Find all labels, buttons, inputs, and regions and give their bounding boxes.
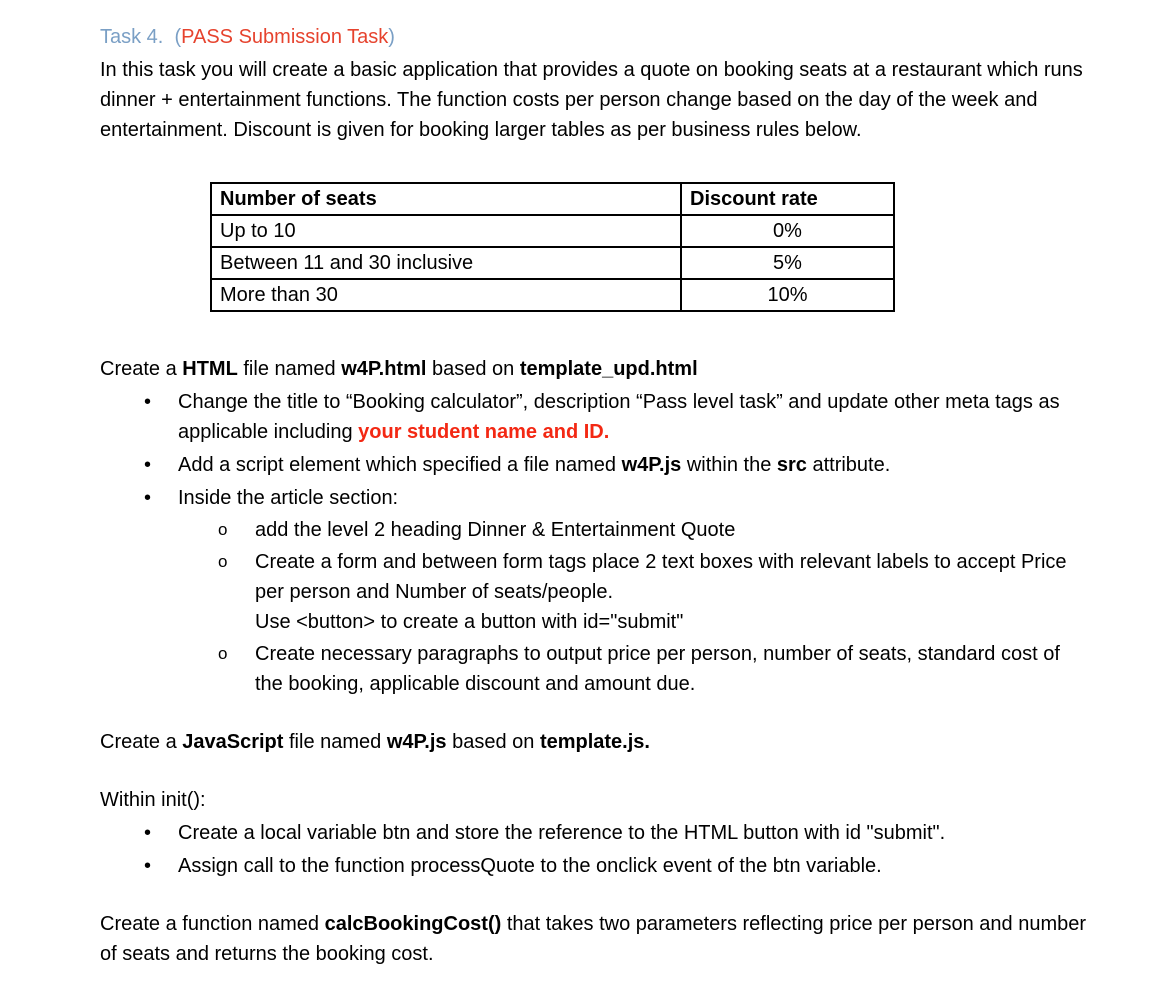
- sub-bullet-form: [100, 547, 1093, 637]
- bullet-inside-article: • Inside the article section:: [100, 483, 1093, 513]
- text-segment: Add a script element which specified a file named: [178, 454, 622, 476]
- seats-cell: Between 11 and 30 inclusive: [211, 247, 681, 279]
- text-segment: attribute.: [806, 454, 891, 476]
- table-row: [211, 279, 894, 311]
- text-line: Use <button> to create a button with id="submit": [255, 611, 684, 633]
- seats-cell: More than 30: [211, 279, 681, 311]
- header-number-of-seats: Number of seats: [211, 183, 681, 215]
- sub-bullet-paragraphs: o Create necessary paragraphs to output price per person, number of seats, standard cost of the booking, applicable discount and amount due.: [100, 639, 1093, 699]
- bold-filename-w4p-html: w4P.html: [341, 358, 427, 380]
- text-segment: file named: [283, 731, 387, 753]
- closing-paren: ): [388, 26, 395, 48]
- text-segment: based on: [446, 731, 540, 753]
- text-segment: Create a function named: [100, 913, 325, 935]
- bold-filename-w4p-js: w4P.js: [386, 731, 447, 753]
- calc-booking-cost-paragraph: [100, 909, 1093, 969]
- bold-javascript-label: JavaScript: [182, 731, 284, 753]
- table-header-row: [211, 183, 894, 215]
- text-segment: Create a: [100, 358, 183, 380]
- seats-cell: Up to 10: [211, 215, 681, 247]
- bold-html-label: HTML: [182, 358, 238, 380]
- bold-filename-w4p-js: w4P.js: [621, 454, 682, 476]
- intro-paragraph: In this task you will create a basic application that provides a quote on booking seats at a restaurant which runs dinner + entertainment functions. The function costs per person change based on the day of the week and entertainment. Discount is given for booking larger tables as per business rules below.: [100, 59, 1083, 141]
- rate-cell: 5%: [681, 247, 894, 279]
- text-segment: Change the title to “Booking calculator”, description “Pass level task” and update other meta tags as applicable including: [178, 391, 1060, 443]
- bullet-process-quote: • Assign call to the function processQuote to the onclick event of the btn variable.: [100, 851, 1093, 881]
- bold-src-attribute: src: [776, 454, 807, 476]
- bullet-add-script: [100, 450, 1093, 480]
- create-js-paragraph: [100, 727, 1093, 757]
- bold-filename-template-js: template.js.: [539, 731, 650, 753]
- table-row: [211, 215, 894, 247]
- submission-type-label: PASS Submission Task: [181, 26, 389, 48]
- text-segment: based on: [426, 358, 520, 380]
- text-line: o Create a form and between form tags place 2 text boxes with relevant labels to accept Price per person and Number of seats/people.: [255, 551, 1067, 603]
- text-segment: file named: [237, 358, 342, 380]
- within-init-heading: Within init():: [100, 789, 206, 811]
- text-segment: that takes two parameters reflecting price per person and number of seats and returns the booking cost.: [100, 913, 1087, 965]
- bullet-btn-variable: • Create a local variable btn and store the reference to the HTML button with id "submit".: [100, 818, 1093, 848]
- bold-calc-booking-cost: calcBookingCost(): [324, 913, 502, 935]
- table-row: [211, 247, 894, 279]
- bold-filename-template-upd: template_upd.html: [519, 358, 698, 380]
- discount-table: [210, 182, 895, 312]
- rate-cell: 0%: [681, 215, 894, 247]
- text-segment: Create a: [100, 731, 183, 753]
- rate-cell: 10%: [681, 279, 894, 311]
- create-html-paragraph: [100, 354, 1093, 384]
- sub-bullet-heading: o add the level 2 heading Dinner & Entertainment Quote: [100, 515, 1093, 545]
- text-segment: within the: [681, 454, 777, 476]
- student-name-emphasis: your student name and ID.: [358, 421, 610, 443]
- bullet-change-title: [100, 387, 1093, 447]
- header-discount-rate: Discount rate: [681, 183, 894, 215]
- task-number-label: Task 4. (: [100, 26, 182, 48]
- task-heading: [100, 22, 1093, 52]
